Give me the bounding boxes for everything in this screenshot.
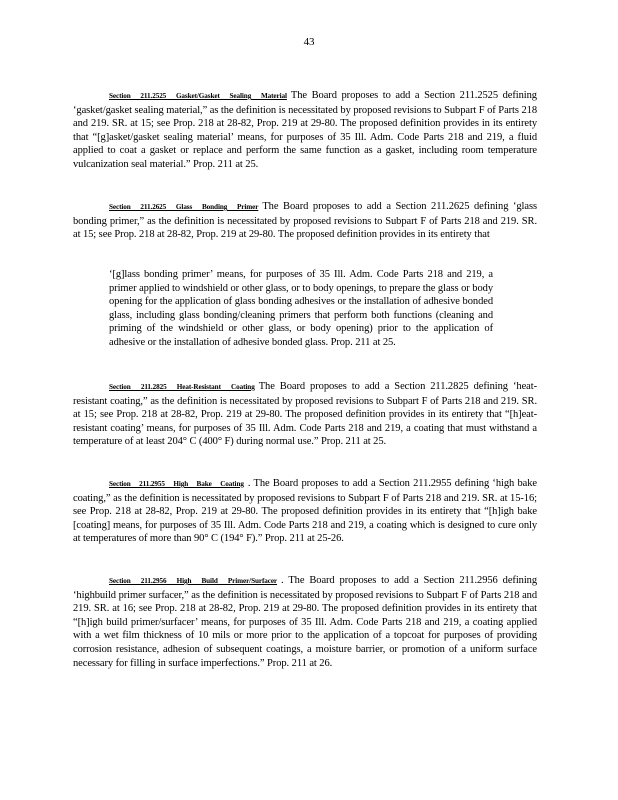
section-heading: Section 211.2525 Gasket/Gasket Sealing Material: [109, 92, 287, 100]
section-211-2625: [73, 200, 537, 242]
section-211-2525: [73, 89, 537, 172]
section-body: The Board proposes to add a Section 211.2625 defining ‘glass bonding primer,” as the definition is necessitated by proposed revisions to Subpart F of Parts 218 and 219. SR. at 15; see Prop. 218 at 28-82, Prop. 219 at 29-80. The proposed definition provides in its entirety that: [73, 201, 537, 241]
section-paragraph: [73, 477, 537, 546]
section-211-2955: [73, 477, 537, 546]
section-heading: Section 211.2956 High Build Primer/Surfacer: [109, 577, 278, 585]
section-heading: Section 211.2955 High Bake Coating: [109, 480, 244, 488]
section-heading: Section 211.2625 Glass Bonding Primer: [109, 203, 259, 211]
section-body: The Board proposes to add a Section 211.2825 defining ‘heat-resistant coating,” as the definition is necessitated by proposed revisions to Subpart F of Parts 218 and 219. SR. at 15; see Prop. 218 at 28-82, Prop. 219 at 29-80. The proposed definition provides in its entirety that “[h]eat-resistant coating’ means, for purposes of 35 Ill. Adm. Code Parts 218 and 219, a coating that must withstand a temperature of at least 204° C (400° F) during normal use.” Prop. 211 at 25.: [73, 381, 537, 448]
section-paragraph: [73, 380, 537, 449]
section-heading: Section 211.2825 Heat-Resistant Coating: [109, 383, 255, 391]
section-body: . The Board proposes to add a Section 211.2955 defining ‘high bake coating,” as the definition is necessitated by proposed revisions to Subpart F of Parts 218 and 219. SR. at 15-16; see Prop. 218 at 28-82, Prop. 219 at 29-80. The proposed definition provides in its entirety that “[h]igh bake [coating] means, for purposes of 35 Ill. Adm. Code Parts 218 and 219, a coating which is designed to cure only at temperatures of more than 90° C (194° F).” Prop. 211 at 25-26.: [73, 478, 537, 545]
page-number: 43: [303, 36, 315, 48]
section-body: The Board proposes to add a Section 211.2525 defining ‘gasket/gasket sealing material,” as the definition is necessitated by proposed revisions to Subpart F of Parts 218 and 219. SR. at 15; see Prop. 218 at 28-82, Prop. 219 at 29-80. The proposed definition provides in its entirety that “[g]asket/gasket sealing material’ means, for purposes of 35 Ill. Adm. Code Parts 218 and 219, a fluid applied to coat a gasket or replace and perform the same function as a gasket, including room temperature vulcanization seal material.” Prop. 211 at 25.: [73, 90, 537, 170]
section-211-2825: [73, 380, 537, 449]
section-paragraph: [73, 200, 537, 242]
section-body: . The Board proposes to add a Section 211.2956 defining ‘highbuild primer surfacer,” as the definition is necessitated by proposed revisions to Subpart F of Parts 218 and 219. SR. at 16; see Prop. 218 at 28-82, Prop. 219 at 29-80. The proposed definition provides in its entirety that “[h]igh build primer/surfacer’ means, for purposes of 35 Ill. Adm. Code Parts 218 and 219, a coating applied with a wet film thickness of 10 mils or more prior to the application of a topcoat for purposes of providing corrosion resistance, adhesion of subsequent coatings, a moisture barrier, or promotion of a uniform surface necessary for filling in surface imperfections.” Prop. 211 at 26.: [73, 575, 538, 669]
section-211-2956: [73, 574, 537, 670]
quote-text: ‘[g]lass bonding primer’ means, for purposes of 35 Ill. Adm. Code Parts 218 and 219, a primer applied to windshield or other glass, or to body openings, to prepare the glass or body opening for the application of glass bonding adhesives or the installation of adhesive bonded glass, including glass bonding/cleaning primers that perform both functions (cleaning and priming of the windshield or other glass, or body opening) prior to the application of adhesive or the installation of adhesive bonded glass. Prop. 211 at 25.: [109, 269, 493, 348]
block-quote: [109, 268, 493, 350]
section-paragraph: [73, 574, 537, 670]
section-paragraph: [73, 89, 537, 172]
